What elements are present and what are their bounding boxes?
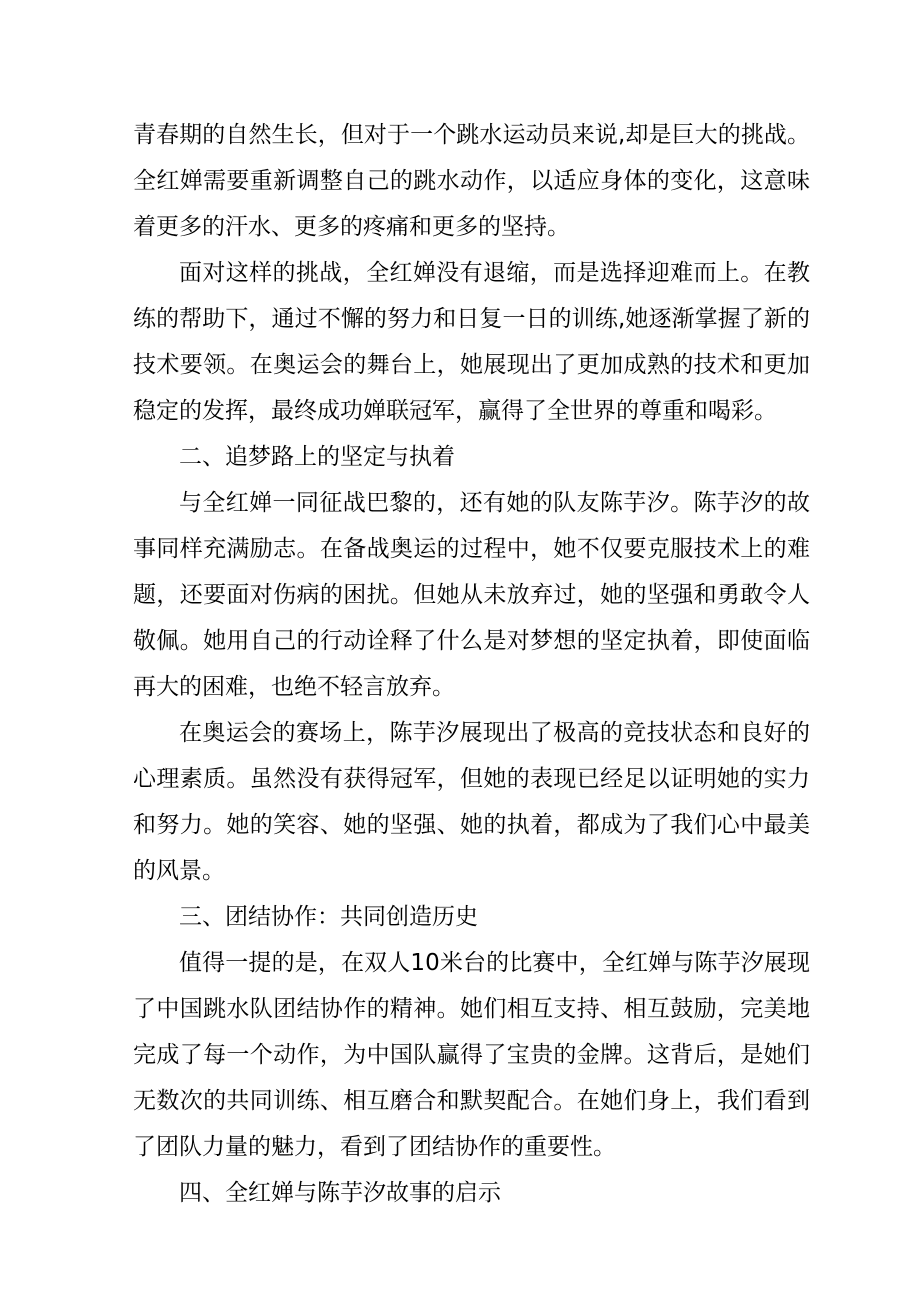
paragraph-continuation: 青春期的自然生长，但对于一个跳水运动员来说,却是巨大的挑战。全红婵需要重新调整自己的跳水动作，以适应身体的变化，这意味着更多的汗水、更多的疼痛和更多的坚持。 [133, 122, 810, 240]
paragraph-competition: 在奥运会的赛场上，陈芋汐展现出了极高的竞技状态和良好的心理素质。虽然没有获得冠军，但她的表现已经足以证明她的实力和努力。她的笑容、她的坚强、她的执着，都成为了我们心中最美的风景。 [133, 720, 810, 884]
paragraph-teamwork: 值得一提的是，在双人10米台的比赛中，全红婵与陈芋汐展现了中国跳水队团结协作的精神。她们相互支持、相互鼓励，完美地完成了每一个动作，为中国队赢得了宝贵的金牌。这背后，是她们无数次的共同训练、相互磨合和默契配合。在她们身上，我们看到了团队力量的魅力，看到了团结协作的重要性。 [133, 950, 810, 1160]
section-heading-4: 四、全红婵与陈芋汐故事的启示 [179, 1180, 501, 1206]
section-heading-3: 三、团结协作：共同创造历史 [179, 904, 478, 930]
section-heading-2: 二、追梦路上的坚定与执着 [179, 444, 455, 470]
paragraph-teammate: 与全红婵一同征战巴黎的，还有她的队友陈芋汐。陈芋汐的故事同样充满励志。在备战奥运的过程中，她不仅要克服技术上的难题，还要面对伤病的困扰。但她从未放弃过，她的坚强和勇敢令人敬佩。她用自己的行动诠释了什么是对梦想的坚定执着，即使面临再大的困难，也绝不轻言放弃。 [133, 490, 810, 700]
paragraph-facing-challenge: 面对这样的挑战，全红婵没有退缩，而是选择迎难而上。在教练的帮助下，通过不懈的努力和日复一日的训练,她逐渐掌握了新的技术要领。在奥运会的舞台上，她展现出了更加成熟的技术和更加稳定的发挥，最终成功婵联冠军，赢得了全世界的尊重和喝彩。 [133, 260, 810, 424]
